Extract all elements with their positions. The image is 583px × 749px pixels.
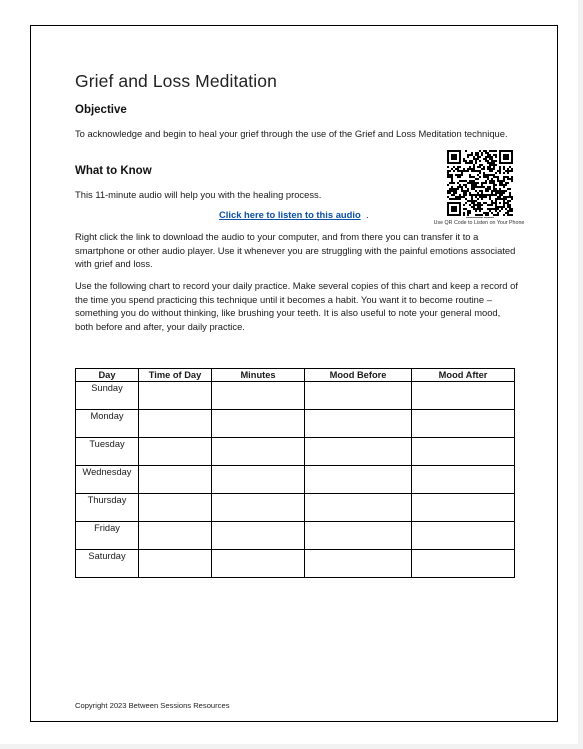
copyright-footer: Copyright 2023 Between Sessions Resources: [75, 701, 230, 710]
day-cell: Monday: [76, 410, 139, 438]
page-title: Grief and Loss Meditation: [75, 71, 277, 91]
mood-before-cell[interactable]: [305, 410, 412, 438]
mood-before-cell[interactable]: [305, 382, 412, 410]
chart-instructions: Use the following chart to record your daily practice. Make several copies of this chart and keep a record of the time you spend practicing this technique until it becomes a habit. You want it to become routine – something you do without thinking, like brushing your teeth. It is also useful to note your general mood, both before and after, your daily practice.: [75, 280, 518, 332]
minutes-cell[interactable]: [212, 382, 305, 410]
link-period: .: [366, 209, 369, 220]
minutes-cell[interactable]: [212, 438, 305, 466]
qr-fine-print: ▬▬▬▬▬ ▬▬▬: [465, 215, 495, 219]
time-of-day-cell[interactable]: [139, 522, 212, 550]
objective-heading: Objective: [75, 104, 127, 116]
minutes-cell[interactable]: [212, 494, 305, 522]
column-header-mood-before: Mood Before: [305, 369, 412, 382]
mood-before-cell[interactable]: [305, 522, 412, 550]
mood-before-cell[interactable]: [305, 466, 412, 494]
table-row: [76, 494, 515, 522]
day-cell: Tuesday: [76, 438, 139, 466]
qr-code-icon[interactable]: [447, 150, 513, 216]
mood-after-cell[interactable]: [412, 522, 515, 550]
day-cell: Wednesday: [76, 466, 139, 494]
mood-after-cell[interactable]: [412, 494, 515, 522]
table-row: [76, 522, 515, 550]
column-header-mood-after: Mood After: [412, 369, 515, 382]
column-header-day: Day: [76, 369, 139, 382]
mood-before-cell[interactable]: [305, 438, 412, 466]
what-to-know-heading: What to Know: [75, 165, 152, 177]
day-cell: Friday: [76, 522, 139, 550]
mood-after-cell[interactable]: [412, 382, 515, 410]
table-row: [76, 550, 515, 578]
mood-before-cell[interactable]: [305, 494, 412, 522]
mood-after-cell[interactable]: [412, 466, 515, 494]
day-cell: Thursday: [76, 494, 139, 522]
table-row: [76, 382, 515, 410]
day-cell: Saturday: [76, 550, 139, 578]
audio-intro-text: This 11-minute audio will help you with the healing process.: [75, 189, 322, 200]
table-header-row: [76, 369, 515, 382]
qr-caption: Use QR Code to Listen on Your Phone: [433, 220, 525, 226]
mood-after-cell[interactable]: [412, 410, 515, 438]
minutes-cell[interactable]: [212, 522, 305, 550]
mood-before-cell[interactable]: [305, 550, 412, 578]
table-row: [76, 466, 515, 494]
day-cell: Sunday: [76, 382, 139, 410]
time-of-day-cell[interactable]: [139, 550, 212, 578]
time-of-day-cell[interactable]: [139, 438, 212, 466]
column-header-minutes: Minutes: [212, 369, 305, 382]
objective-text: To acknowledge and begin to heal your grief through the use of the Grief and Loss Meditation technique.: [75, 128, 508, 139]
table-row: [76, 410, 515, 438]
table-row: [76, 438, 515, 466]
column-header-time-of-day: Time of Day: [139, 369, 212, 382]
listen-audio-link[interactable]: Click here to listen to this audio: [219, 209, 361, 220]
time-of-day-cell[interactable]: [139, 382, 212, 410]
time-of-day-cell[interactable]: [139, 466, 212, 494]
minutes-cell[interactable]: [212, 466, 305, 494]
time-of-day-cell[interactable]: [139, 410, 212, 438]
practice-log-table: [75, 368, 515, 578]
minutes-cell[interactable]: [212, 410, 305, 438]
time-of-day-cell[interactable]: [139, 494, 212, 522]
download-instructions: Right click the link to download the audio to your computer, and from there you can transfer it to a smartphone or other audio player. Use it whenever you are struggling with the painful emotions associated with grief and loss.: [75, 231, 516, 270]
mood-after-cell[interactable]: [412, 550, 515, 578]
mood-after-cell[interactable]: [412, 438, 515, 466]
minutes-cell[interactable]: [212, 550, 305, 578]
